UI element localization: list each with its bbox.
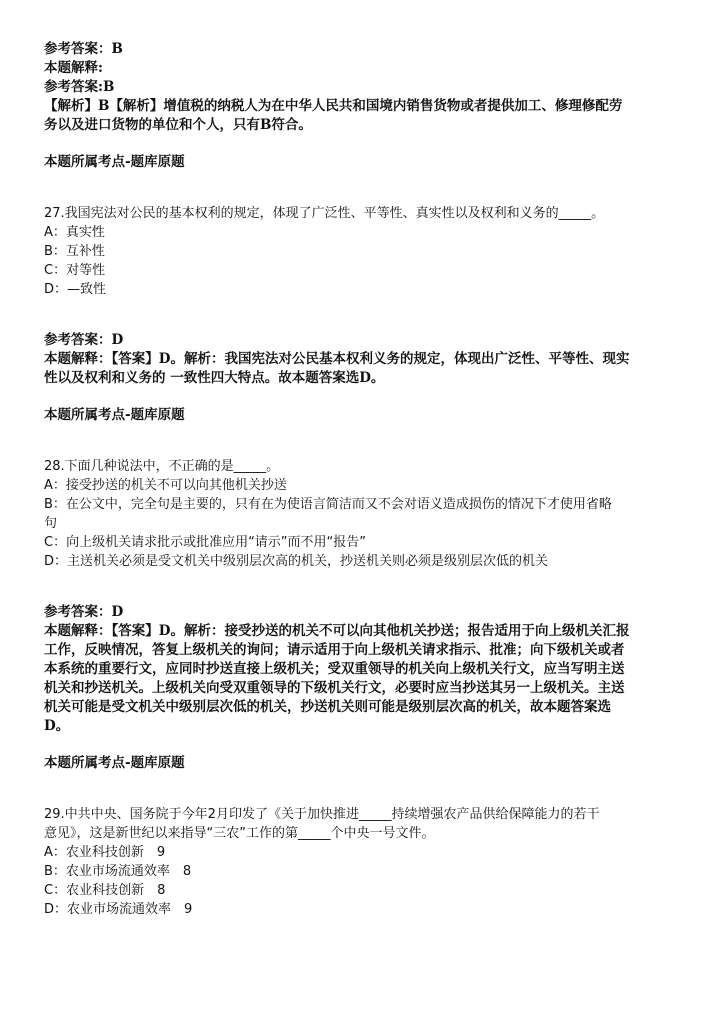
answer-line: 参考答案：D: [44, 332, 124, 348]
answer-block-26: [44, 40, 674, 172]
question-text: 29.中共中央、国务院于今年2月印发了《关于加快推进_____持续增强农产品供给保障能力的若干: [44, 807, 600, 822]
analysis-line: 务以及进口货物的单位和个人，只有B符合。: [44, 117, 312, 133]
explanation-line: 机关和抄送机关。上级机关向受双重领导的下级机关行文，必要时应当抄送其另一上级机关。主送: [44, 680, 625, 696]
source-note: 本题所属考点-题库原题: [44, 755, 185, 771]
answer-line-2: 参考答案:B: [44, 79, 115, 95]
option-b-continued: 句: [44, 516, 58, 531]
answer-line: 参考答案：B: [44, 41, 123, 57]
option-c: C：对等性: [44, 263, 106, 278]
explain-label: 本题解释:: [44, 60, 103, 76]
explanation-line: 本题解释：【答案】D。解析：接受抄送的机关不可以向其他机关抄送；报告适用于向上级机关汇报: [44, 623, 630, 639]
option-a: A：农业科技创新 9: [44, 845, 166, 860]
question-27: [44, 204, 674, 425]
option-d: D：农业市场流通效率 9: [44, 902, 193, 917]
question-text: 27.我国宪法对公民的基本权利的规定，体现了广泛性、平等性、真实性以及权利和义务的_____。: [44, 206, 605, 221]
option-d: D：主送机关必须是受文机关中级别层次高的机关，抄送机关则必须是级别层次低的机关: [44, 554, 549, 569]
question-text-continued: 意见》，这是新世纪以来指导“三农”工作的第_____个中央一号文件。: [44, 826, 435, 841]
option-c: C：农业科技创新 8: [44, 883, 166, 898]
option-a: A：真实性: [44, 225, 105, 240]
explanation-line: 本系统的重要行文，应同时抄送直接上级机关；受双重领导的机关向上级机关行文，应当写明主送: [44, 661, 625, 677]
option-d: D：—致性: [44, 282, 107, 297]
analysis-line: 【解析】B【解析】增值税的纳税人为在中华人民共和国境内销售货物或者提供加工、修理修配劳: [44, 98, 623, 114]
question-text: 28.下面几种说法中，不正确的是_____。: [44, 459, 280, 474]
answer-line: 参考答案：D: [44, 604, 124, 620]
explanation-line: 性以及权利和义务的 一致性四大特点。故本题答案选D。: [44, 370, 385, 386]
option-c: C：向上级机关请求批示或批准应用“请示”而不用“报告”: [44, 535, 367, 550]
explanation-line: D。: [44, 718, 70, 734]
source-note: 本题所属考点-题库原题: [44, 154, 185, 170]
explanation-line: 工作，反映情况，答复上级机关的询问；请示适用于向上级机关请求指示、批准；向下级机关或者: [44, 642, 625, 658]
explanation-line: 本题解释：【答案】D。解析：我国宪法对公民基本权利义务的规定，体现出广泛性、平等性、现实: [44, 351, 630, 367]
option-b: B：互补性: [44, 244, 105, 259]
question-28: [44, 457, 674, 773]
option-b: B：农业市场流通效率 8: [44, 864, 192, 879]
question-29: [44, 805, 674, 919]
option-a: A：接受抄送的机关不可以向其他机关抄送: [44, 478, 287, 493]
explanation-line: 机关可能是受文机关中级别层次低的机关，抄送机关则可能是级别层次高的机关，故本题答案选: [44, 699, 611, 715]
option-b: B：在公文中，完全句是主要的，只有在为使语言简洁而又不会对语义造成损伤的情况下才使用省略: [44, 497, 612, 512]
document-page: [44, 40, 674, 919]
source-note: 本题所属考点-题库原题: [44, 407, 185, 423]
